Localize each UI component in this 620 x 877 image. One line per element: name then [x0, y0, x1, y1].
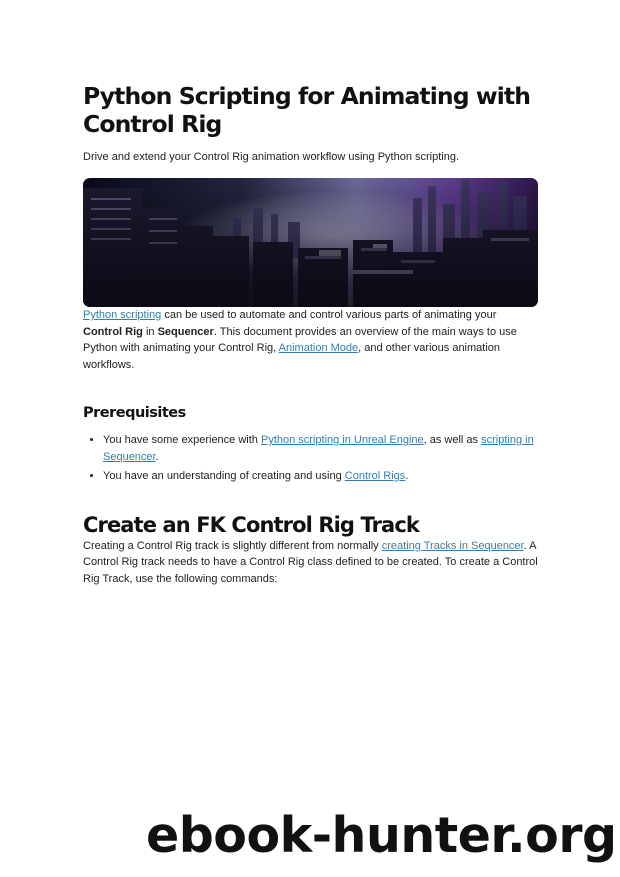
intro-text-3: . This document provides an overview of the main ways to use Python with animating your Control Rig,: [83, 325, 517, 354]
page-title: Python Scripting for Animating with Control Rig: [83, 82, 531, 138]
watermark-text: ebook-hunter.org: [146, 807, 617, 864]
fk-track-paragraph: [83, 538, 538, 588]
fk-track-heading: Create an FK Control Rig Track: [83, 512, 419, 537]
control-rigs-link[interactable]: Control Rigs: [344, 470, 406, 482]
intro-text-2: in: [142, 325, 158, 338]
list-item: [103, 468, 538, 485]
prereq-2-text-2: .: [405, 470, 409, 482]
prereq-1-text-1: You have some experience with: [103, 434, 261, 446]
animation-mode-link[interactable]: Animation Mode: [278, 342, 359, 354]
python-in-unreal-link[interactable]: Python scripting in Unreal Engine: [260, 434, 424, 446]
page-subtitle: Drive and extend your Control Rig animation workflow using Python scripting.: [83, 151, 460, 163]
prerequisites-heading: Prerequisites: [83, 405, 186, 421]
intro-text-1: can be used to automate and control various parts of animating your: [161, 309, 497, 321]
intro-text-4: , and other various animation workflows.: [83, 342, 501, 371]
python-scripting-link[interactable]: Python scripting: [83, 309, 162, 321]
intro-paragraph: [83, 307, 538, 373]
creating-tracks-link[interactable]: creating Tracks in Sequencer: [381, 539, 524, 552]
sequencer-bold: Sequencer: [157, 325, 214, 338]
prereq-1-text-2: , as well as: [423, 434, 482, 446]
control-rig-bold: Control Rig: [83, 325, 143, 338]
document-page: [83, 82, 538, 587]
prereq-2-text-1: You have an understanding of creating and using: [103, 470, 345, 482]
hero-image: [83, 178, 538, 307]
list-item: [103, 432, 538, 465]
prerequisites-list: [83, 432, 538, 485]
fk-text-1: Creating a Control Rig track is slightly different from normally: [83, 539, 382, 552]
prereq-1-text-3: .: [155, 450, 159, 463]
fk-text-2: . A Control Rig track needs to have a Control Rig class defined to be created. To create a Control Rig Track, use the following commands:: [83, 539, 538, 585]
scripting-in-sequencer-link[interactable]: scripting in Sequencer: [103, 434, 534, 463]
